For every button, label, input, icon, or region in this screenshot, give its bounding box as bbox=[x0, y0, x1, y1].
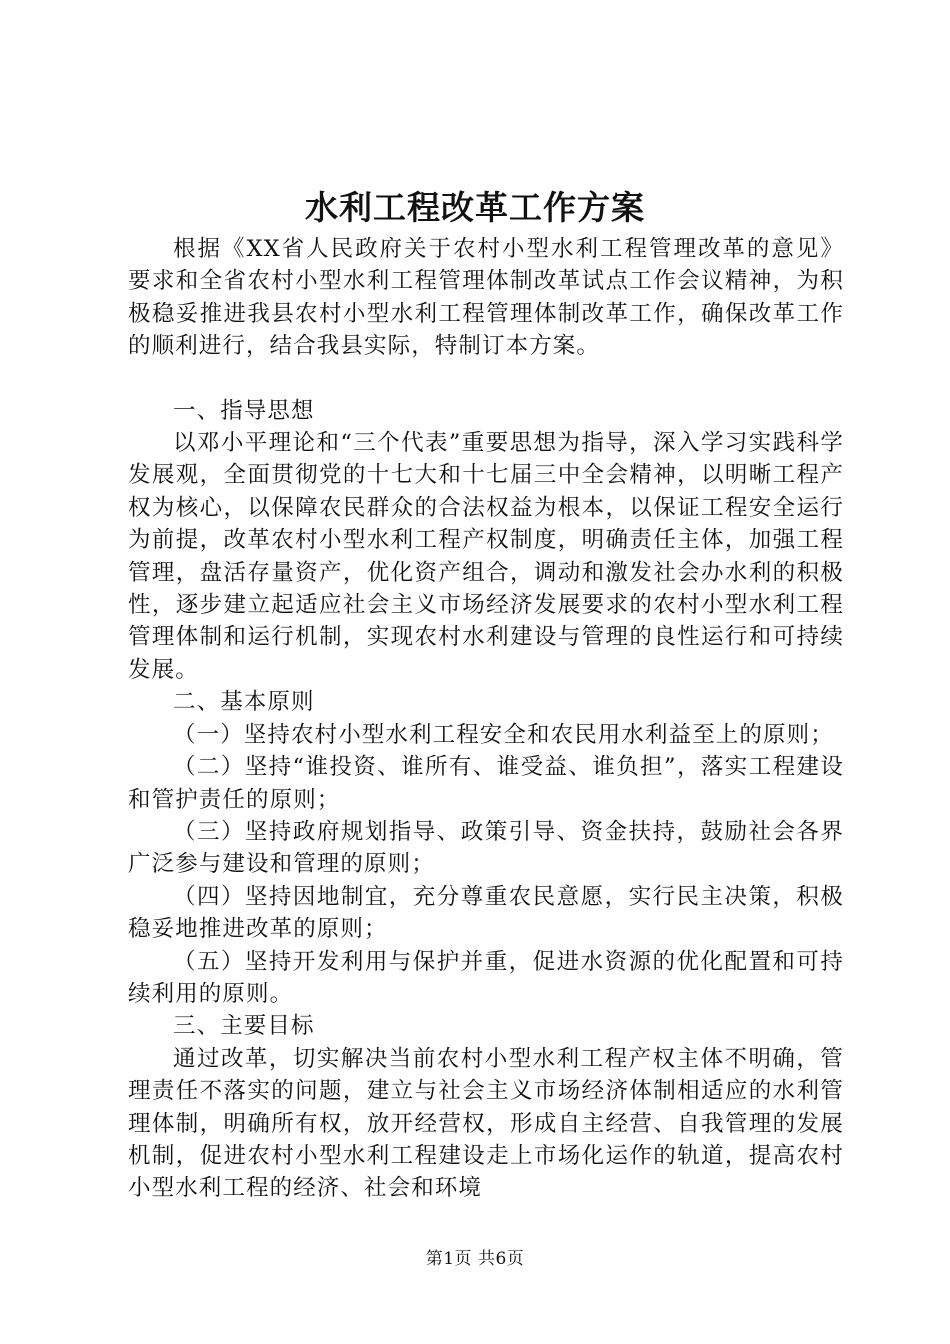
principle-item-2: （二）坚持“谁投资、谁所有、谁受益、谁负担”，落实工程建设和管护责任的原则； bbox=[128, 754, 844, 813]
page-number-footer: 第1页 共6页 bbox=[425, 1249, 525, 1269]
principle-item-1: （一）坚持农村小型水利工程安全和农民用水利益至上的原则； bbox=[173, 721, 834, 748]
principle-item-3: （三）坚持政府规划指导、政策引导、资金扶持，鼓励社会各界广泛参与建设和管理的原则； bbox=[128, 818, 844, 878]
main-goals-paragraph: 通过改革，切实解决当前农村小型水利工程产权主体不明确，管理责任不落实的问题，建立与社会主义市场经济体制相适应的水利管理体制，明确所有权，放开经营权，形成自主经营、自我管理的发展机制，促进农村小型水利工程建设走上市场化运作的轨道，提高农村小型水利工程的经济、社会和环境 bbox=[128, 1045, 844, 1202]
document-title: 水利工程改革工作方案 bbox=[305, 188, 645, 227]
document-body bbox=[128, 233, 844, 1205]
principle-item-5: （五）坚持开发利用与保护并重，促进水资源的优化配置和可持续利用的原则。 bbox=[128, 948, 844, 1007]
principle-item-4: （四）坚持因地制宜，充分尊重农民意愿，实行民主决策，积极稳妥地推进改革的原则； bbox=[128, 883, 844, 943]
intro-paragraph: 根据《XX省人民政府关于农村小型水利工程管理改革的意见》要求和全省农村小型水利工程管理体制改革试点工作会议精神，为积极稳妥推进我县农村小型水利工程管理体制改革工作，确保改革工作的顺利进行，结合我县实际，特制订本方案。 bbox=[128, 236, 844, 360]
section-heading-guiding-ideology: 一、指导思想 bbox=[173, 397, 315, 424]
section-heading-main-goals: 三、主要目标 bbox=[173, 1013, 315, 1040]
section-heading-basic-principles: 二、基本原则 bbox=[173, 689, 315, 716]
guiding-ideology-paragraph: 以邓小平理论和“三个代表”重要思想为指导，深入学习实践科学发展观，全面贯彻党的十七大和十七届三中全会精神，以明晰工程产权为核心，以保障农民群众的合法权益为根本，以保证工程安全运行为前提，改革农村小型水利工程产权制度，明确责任主体，加强工程管理，盘活存量资产，优化资产组合，调动和激发社会办水利的积极性，逐步建立起适应社会主义市场经济发展要求的农村小型水利工程管理体制和运行机制，实现农村水利建设与管理的良性运行和可持续发展。 bbox=[128, 430, 844, 683]
